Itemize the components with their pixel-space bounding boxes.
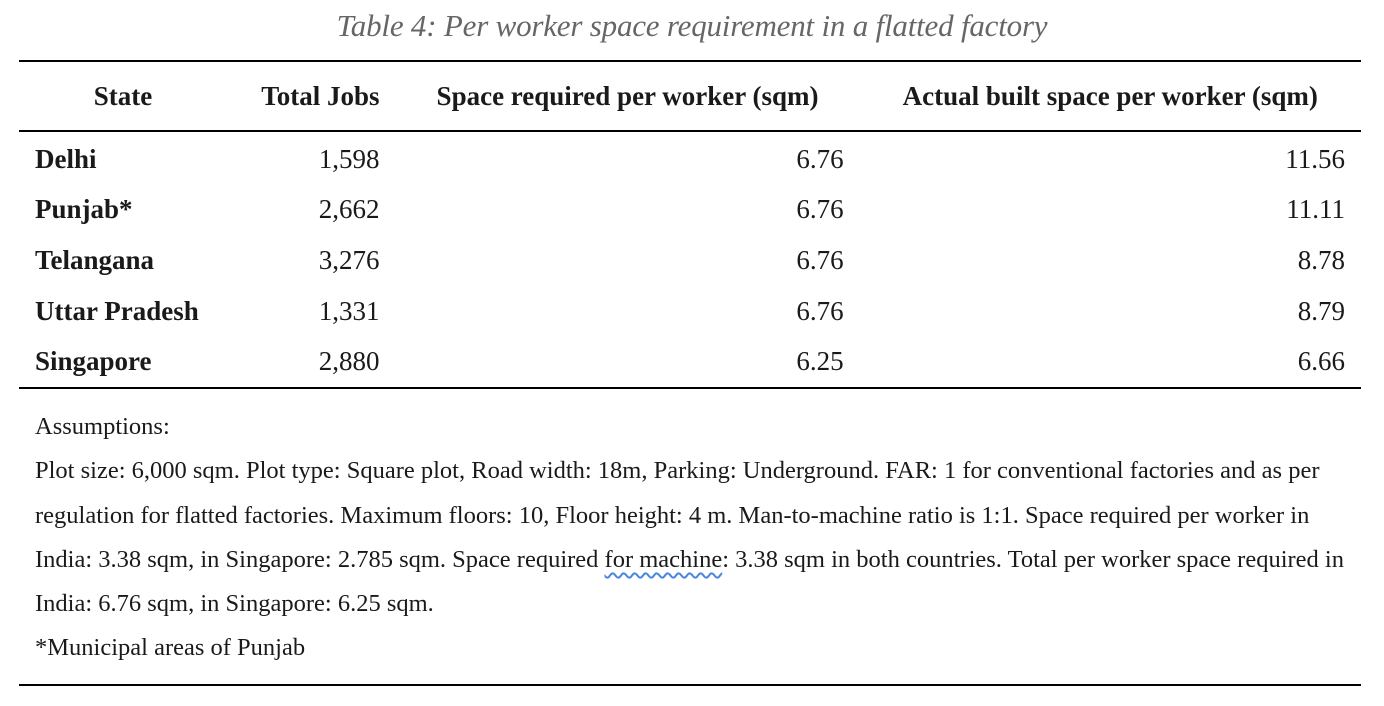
assumptions-body — [35, 449, 1345, 626]
cell-state: Telangana — [35, 244, 155, 275]
cell-space-required: 6.76 — [796, 244, 844, 275]
table-header-row — [19, 61, 1361, 131]
cell-state: Delhi — [35, 143, 97, 174]
cell-space-required: 6.25 — [796, 346, 844, 377]
spellcheck-flagged-text[interactable]: for machine — [604, 545, 723, 573]
column-header-total-jobs: Total Jobs — [261, 80, 380, 111]
cell-total-jobs: 2,662 — [318, 194, 380, 225]
cell-state: Singapore — [35, 346, 152, 377]
cell-space-required: 6.76 — [796, 194, 844, 225]
punjab-footnote: *Municipal areas of Punjab — [35, 634, 306, 662]
column-header-actual-built: Actual built space per worker (sqm) — [902, 80, 1318, 111]
cell-space-required: 6.76 — [796, 143, 844, 174]
cell-state: Uttar Pradesh — [35, 295, 199, 326]
assumptions-notes — [35, 405, 1345, 671]
table-row — [19, 286, 1361, 337]
assumptions-text-part-1: Plot size: 6,000 sqm. Plot type: Square plot, Road width: 18m, Parking: Underground. FAR: 1 for conventional factories and as per regulation for flatted factories. Maximum floors: 10, Floor height: 4 m. Man-to-machine ratio is 1:1. Space required per worker in India: 3.38 sqm, in Singapore: 2.785 sqm. Space required — [35, 457, 1320, 573]
table-caption: Table 4: Per worker space requirement in a flatted factory — [336, 8, 1048, 43]
cell-total-jobs: 3,276 — [318, 244, 380, 275]
cell-total-jobs: 2,880 — [318, 346, 380, 377]
cell-actual-built: 6.66 — [1297, 346, 1345, 377]
data-table-container — [19, 60, 1361, 389]
cell-actual-built: 8.79 — [1297, 295, 1345, 326]
space-requirement-table — [19, 60, 1361, 389]
cell-total-jobs: 1,331 — [318, 295, 380, 326]
table-body — [19, 131, 1361, 388]
cell-state: Punjab* — [35, 194, 133, 225]
assumptions-text-part-2: : 3.38 sqm in both countries. Total per worker space required in India: 6.76 sqm, in Singapore: 6.25 sqm. — [35, 545, 1344, 618]
column-header-space-required: Space required per worker (sqm) — [436, 80, 819, 111]
table-row — [19, 185, 1361, 236]
cell-actual-built: 8.78 — [1297, 244, 1345, 275]
bottom-rule-divider — [19, 684, 1361, 686]
table-header — [19, 61, 1361, 131]
cell-actual-built: 11.11 — [1286, 194, 1345, 225]
cell-space-required: 6.76 — [796, 295, 844, 326]
assumptions-heading: Assumptions: — [35, 413, 170, 440]
table-row — [19, 131, 1361, 185]
cell-actual-built: 11.56 — [1285, 143, 1345, 174]
table-row — [19, 235, 1361, 286]
column-header-state: State — [93, 80, 153, 111]
cell-total-jobs: 1,598 — [318, 143, 380, 174]
table-row — [19, 336, 1361, 388]
